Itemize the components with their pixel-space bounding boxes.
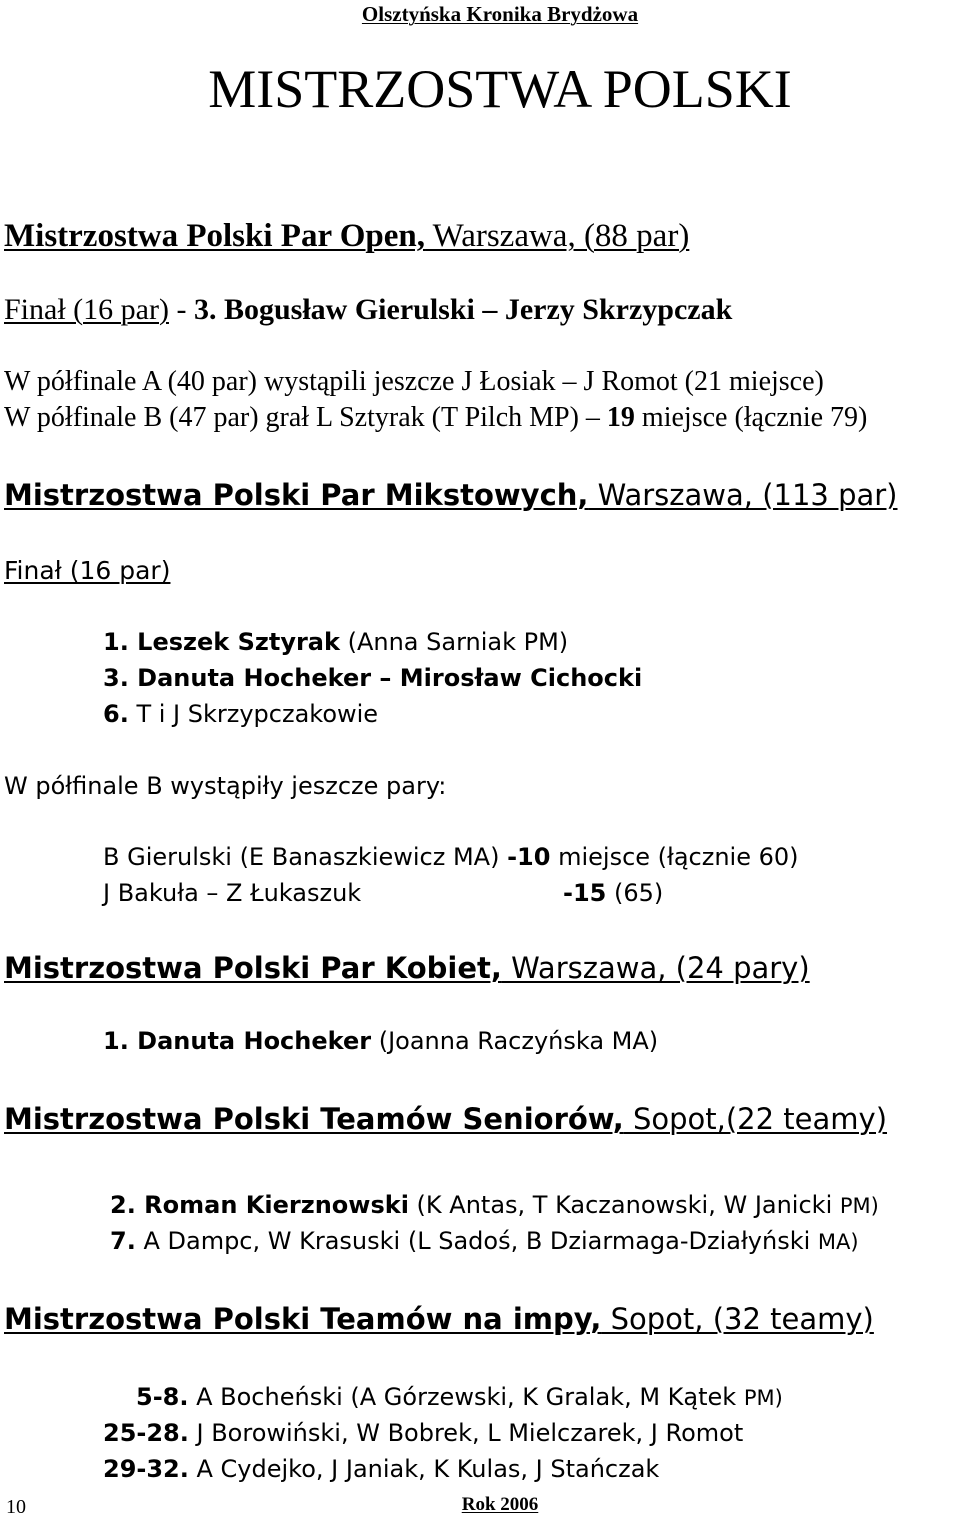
pair-names: J Bakuła – Z Łukaszuk xyxy=(103,879,362,907)
section-heading-open xyxy=(4,218,689,255)
heading-bold: Mistrzostwa Polski Par Kobiet, xyxy=(4,951,502,985)
heading-bold: Mistrzostwa Polski Par Mikstowych, xyxy=(4,478,589,512)
result-rest: (K Antas, T Kaczanowski, W Janicki xyxy=(408,1191,840,1219)
mixed-result xyxy=(103,700,378,728)
women-result xyxy=(103,1027,658,1055)
pair-place: -15 xyxy=(563,879,607,907)
mixed-semi-pair xyxy=(103,879,361,907)
imps-result xyxy=(103,1419,743,1447)
result-place: 25-28. xyxy=(103,1419,189,1447)
mixed-final-label: Finał (16 par) xyxy=(4,556,171,585)
heading-bold: Mistrzostwa Polski Par Open, xyxy=(4,218,426,254)
result-place: 5-8. xyxy=(136,1383,189,1411)
seniors-result xyxy=(110,1227,859,1255)
heading-rest: Warszawa, (113 par) xyxy=(588,478,898,512)
publication-header: Olsztyńska Kronika Brydżowa xyxy=(361,2,639,26)
imps-result xyxy=(136,1383,783,1411)
open-final-line xyxy=(4,293,732,327)
heading-bold: Mistrzostwa Polski Teamów na impy, xyxy=(4,1302,602,1336)
pair-rest: miejsce (łącznie 60) xyxy=(550,843,799,871)
result-tag: MA) xyxy=(817,1230,859,1254)
semi-b-post: miejsce (łącznie 79) xyxy=(634,402,868,433)
result-tag: PM) xyxy=(743,1386,783,1410)
section-heading-imps xyxy=(4,1302,874,1336)
section-heading-women xyxy=(4,951,810,985)
mixed-result xyxy=(103,628,568,656)
result-bold: 1. Danuta Hocheker xyxy=(103,1027,372,1055)
result-rest: A Dampc, W Krasuski (L Sadoś, B Dziarmaga-Działyński xyxy=(135,1227,818,1255)
final-label: Finał (16 par) xyxy=(4,293,169,326)
mixed-semi-pair xyxy=(103,843,799,871)
heading-rest: Warszawa, (24 pary) xyxy=(501,951,810,985)
heading-rest: Sopot,(22 teamy) xyxy=(623,1102,888,1136)
open-semi-a: W półfinale A (40 par) wystąpili jeszcze J Łosiak – J Romot (21 miejsce) xyxy=(4,366,824,397)
heading-bold: Mistrzostwa Polski Teamów Seniorów, xyxy=(4,1102,624,1136)
result-place: 29-32. xyxy=(103,1455,189,1483)
result-place: 2. xyxy=(110,1191,136,1219)
result-rest: T i J Skrzypczakowie xyxy=(128,700,379,728)
final-place: 3. xyxy=(193,293,217,326)
heading-rest: Warszawa, (88 par) xyxy=(425,218,690,254)
section-heading-mixed xyxy=(4,478,898,512)
result-rest: A Cydejko, J Janiak, K Kulas, J Stańczak xyxy=(188,1455,660,1483)
result-rest: (Joanna Raczyńska MA) xyxy=(371,1027,659,1055)
final-pair: Bogusław Gierulski – Jerzy Skrzypczak xyxy=(216,293,733,326)
result-tag: PM) xyxy=(839,1194,879,1218)
result-bold: 3. Danuta Hocheker – Mirosław Cichocki xyxy=(103,664,643,692)
pair-rest: (65) xyxy=(606,879,664,907)
mixed-result xyxy=(103,664,642,692)
pair-place: -10 xyxy=(507,843,551,871)
result-bold: 1. Leszek Sztyrak xyxy=(103,628,340,656)
seniors-result xyxy=(110,1191,879,1219)
result-bold: Roman Kierznowski xyxy=(135,1191,409,1219)
mixed-semi-pair-score xyxy=(563,879,663,907)
semi-b-pre: W półfinale B (47 par) grał L Sztyrak (T Pilch MP) – xyxy=(4,402,607,433)
result-rest: J Borowiński, W Bobrek, L Mielczarek, J Romot xyxy=(188,1419,744,1447)
footer-year: Rok 2006 xyxy=(461,1494,539,1515)
mixed-semi-intro: W półfinale B wystąpiły jeszcze pary: xyxy=(4,772,447,800)
page-number: 10 xyxy=(6,1496,26,1518)
page-title: MISTRZOSTWA POLSKI xyxy=(208,59,792,119)
imps-result xyxy=(103,1455,659,1483)
result-bold: 6. xyxy=(103,700,129,728)
section-heading-seniors xyxy=(4,1102,887,1136)
result-rest: A Bocheński (A Górzewski, K Gralak, M Kątek xyxy=(188,1383,744,1411)
semi-b-place: 19 xyxy=(606,402,635,433)
pair-names: B Gierulski (E Banaszkiewicz MA) xyxy=(103,843,508,871)
final-sep: - xyxy=(168,293,194,326)
open-semi-b xyxy=(4,402,867,434)
heading-rest: Sopot, (32 teamy) xyxy=(601,1302,874,1336)
result-place: 7. xyxy=(110,1227,136,1255)
result-rest: (Anna Sarniak PM) xyxy=(339,628,569,656)
